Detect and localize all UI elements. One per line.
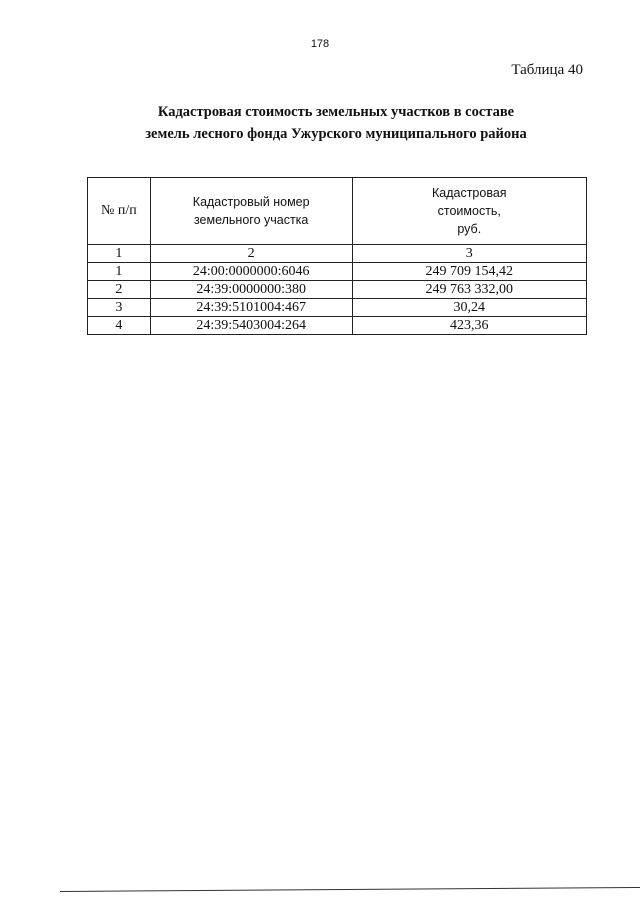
row-number-cell: 3 xyxy=(88,299,151,317)
table-row xyxy=(88,281,587,299)
table-label: Таблица 40 xyxy=(511,62,583,78)
cadastral-number-cell: 24:00:0000000:6046 xyxy=(150,263,352,281)
scan-edge-line xyxy=(60,887,640,892)
row-number-cell: 1 xyxy=(88,263,151,281)
column-number-cell: 3 xyxy=(352,245,586,263)
column-number-cell: 2 xyxy=(150,245,352,263)
header-cadastral-number-line-2: земельного участка xyxy=(193,213,309,227)
row-number-cell: 4 xyxy=(88,317,151,335)
header-cadastral-cost-line-2: стоимость, xyxy=(437,204,501,218)
title-line-2: земель лесного фонда Ужурского муниципального района xyxy=(145,126,527,142)
header-cadastral-number xyxy=(150,178,352,245)
cadastral-number-cell: 24:39:5101004:467 xyxy=(150,299,352,317)
header-row-number: № п/п xyxy=(88,178,151,245)
table-row xyxy=(88,299,587,317)
header-cadastral-cost-line-1: Кадастровая xyxy=(431,186,507,200)
cadastral-cost-cell: 249 763 332,00 xyxy=(352,281,586,299)
header-cadastral-number-line-1: Кадастровый номер xyxy=(192,195,310,209)
cadastral-number-cell: 24:39:5403004:264 xyxy=(150,317,352,335)
table-header-row xyxy=(88,178,587,245)
document-title xyxy=(0,101,640,145)
title-line-1: Кадастровая стоимость земельных участков в составе xyxy=(157,104,515,120)
cadastral-cost-cell: 249 709 154,42 xyxy=(352,263,586,281)
cadastral-cost-table xyxy=(87,177,587,335)
cadastral-cost-cell: 30,24 xyxy=(352,299,586,317)
header-cadastral-cost xyxy=(352,178,586,245)
column-number-row xyxy=(88,245,587,263)
header-cadastral-cost-line-3: руб. xyxy=(457,222,482,236)
row-number-cell: 2 xyxy=(88,281,151,299)
cadastral-number-cell: 24:39:0000000:380 xyxy=(150,281,352,299)
column-number-cell: 1 xyxy=(88,245,151,263)
page-number: 178 xyxy=(310,38,330,50)
cadastral-cost-cell: 423,36 xyxy=(352,317,586,335)
table-row xyxy=(88,317,587,335)
table-row xyxy=(88,263,587,281)
